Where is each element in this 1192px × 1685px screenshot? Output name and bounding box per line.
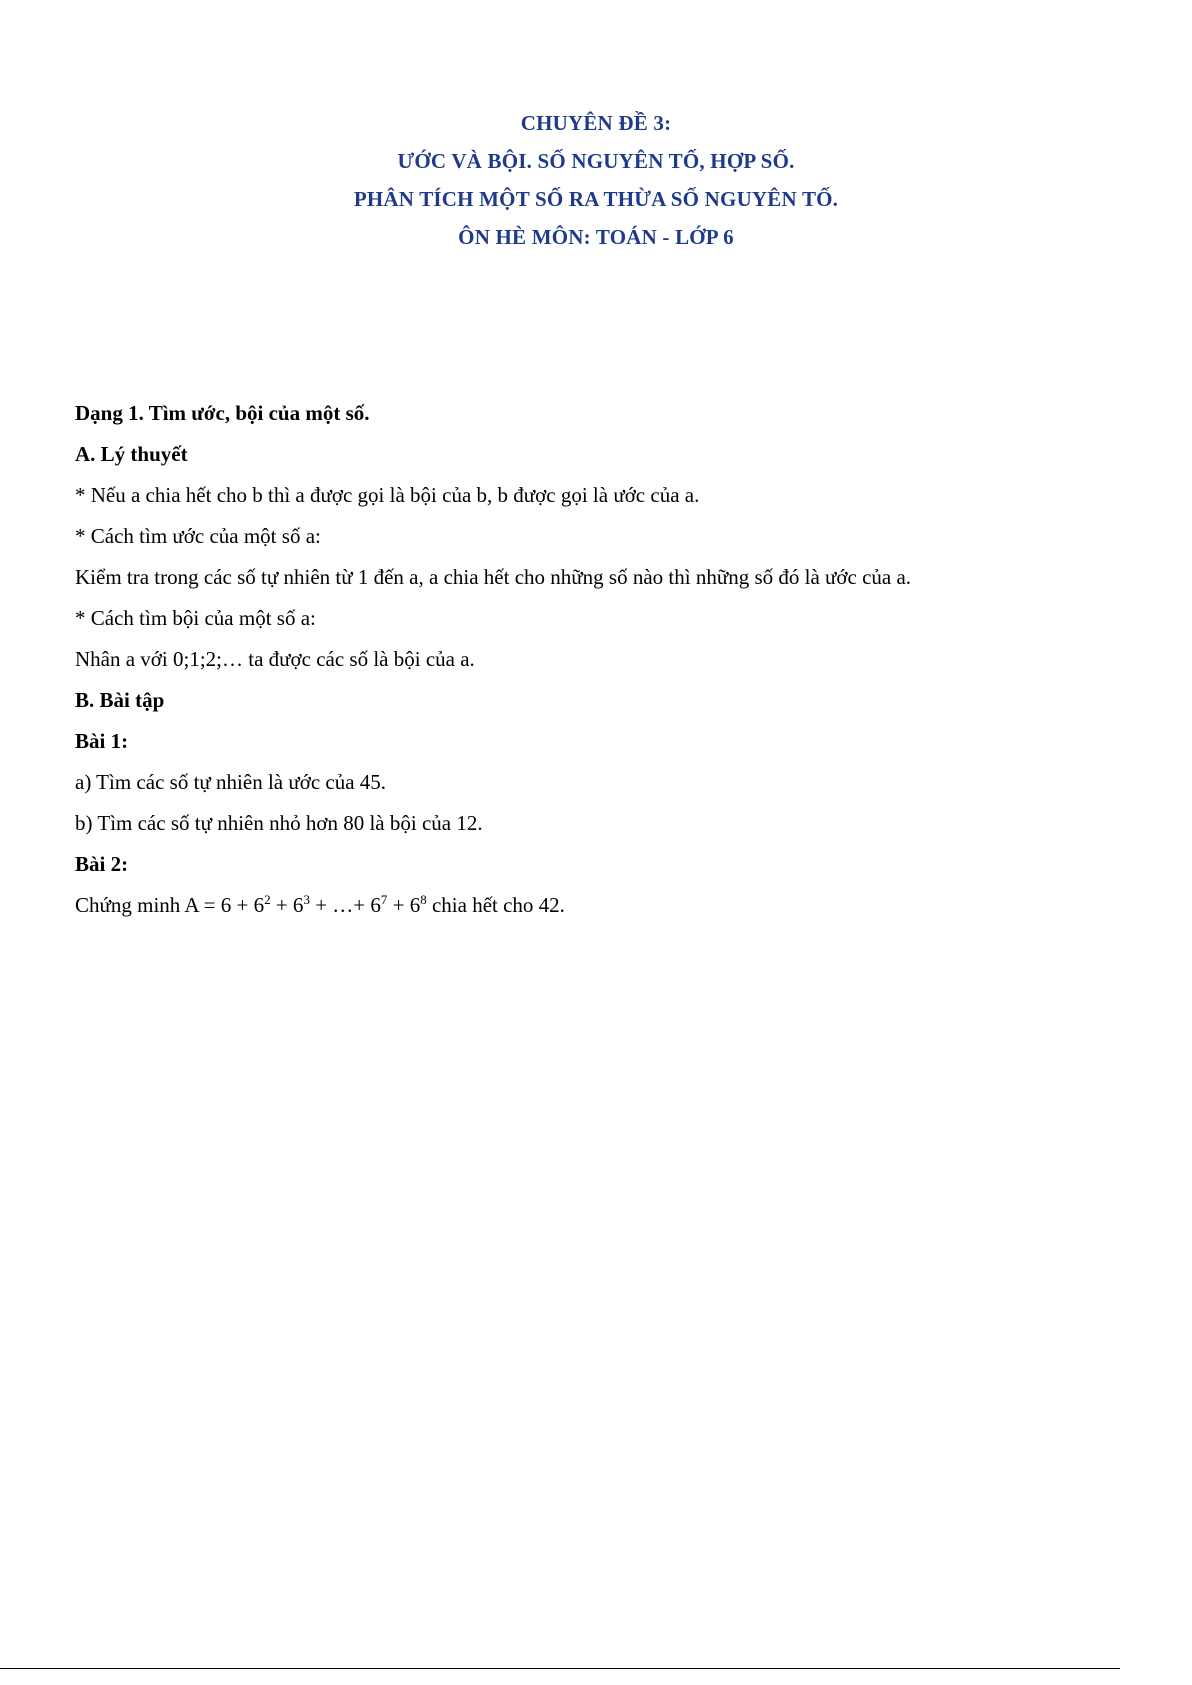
theory-line-3: Kiểm tra trong các số tự nhiên từ 1 đến a, a chia hết cho những số nào thì những số đó là ước của a. (75, 565, 912, 589)
theory-line-4: * Cách tìm bội của một số a: (75, 606, 316, 630)
footer-rule (0, 1668, 1120, 1669)
exercise-2-label: Bài 2: (75, 852, 129, 876)
expr-mid-2: + …+ 6 (309, 893, 381, 917)
exponent-3: 3 (303, 892, 310, 907)
exercise-1a: a) Tìm các số tự nhiên là ước của 45. (75, 770, 387, 794)
expr-mid-3: + 6 (387, 893, 421, 917)
expr-prefix: Chứng minh A = 6 + 6 (75, 893, 265, 917)
theory-line-2: * Cách tìm ước của một số a: (75, 524, 321, 548)
theory-line-5: Nhân a với 0;1;2;… ta được các số là bội của a. (75, 647, 475, 671)
exercise-heading: B. Bài tập (75, 688, 165, 712)
expr-mid-1: + 6 (270, 893, 304, 917)
expr-suffix: chia hết cho 42. (426, 893, 565, 917)
title-line-2: ƯỚC VÀ BỘI. SỐ NGUYÊN TỐ, HỢP SỐ. (397, 149, 795, 173)
theory-heading: A. Lý thuyết (75, 442, 188, 466)
exercise-1b: b) Tìm các số tự nhiên nhỏ hơn 80 là bội của 12. (75, 811, 483, 835)
exponent-7: 7 (380, 892, 388, 907)
title-line-1: CHUYÊN ĐỀ 3: (520, 111, 672, 135)
title-line-3: PHÂN TÍCH MỘT SỐ RA THỪA SỐ NGUYÊN TỐ. (353, 187, 839, 211)
document-body (75, 393, 1125, 926)
exercise-1-label: Bài 1: (75, 729, 129, 753)
theory-line-1: * Nếu a chia hết cho b thì a được gọi là bội của b, b được gọi là ước của a. (75, 483, 700, 507)
exercise-2-statement (75, 885, 1125, 926)
document-title (0, 104, 1192, 256)
exponent-8: 8 (420, 892, 427, 907)
section-heading: Dạng 1. Tìm ước, bội của một số. (75, 401, 370, 425)
title-line-4: ÔN HÈ MÔN: TOÁN - LỚP 6 (458, 225, 734, 249)
exponent-2: 2 (264, 892, 271, 907)
